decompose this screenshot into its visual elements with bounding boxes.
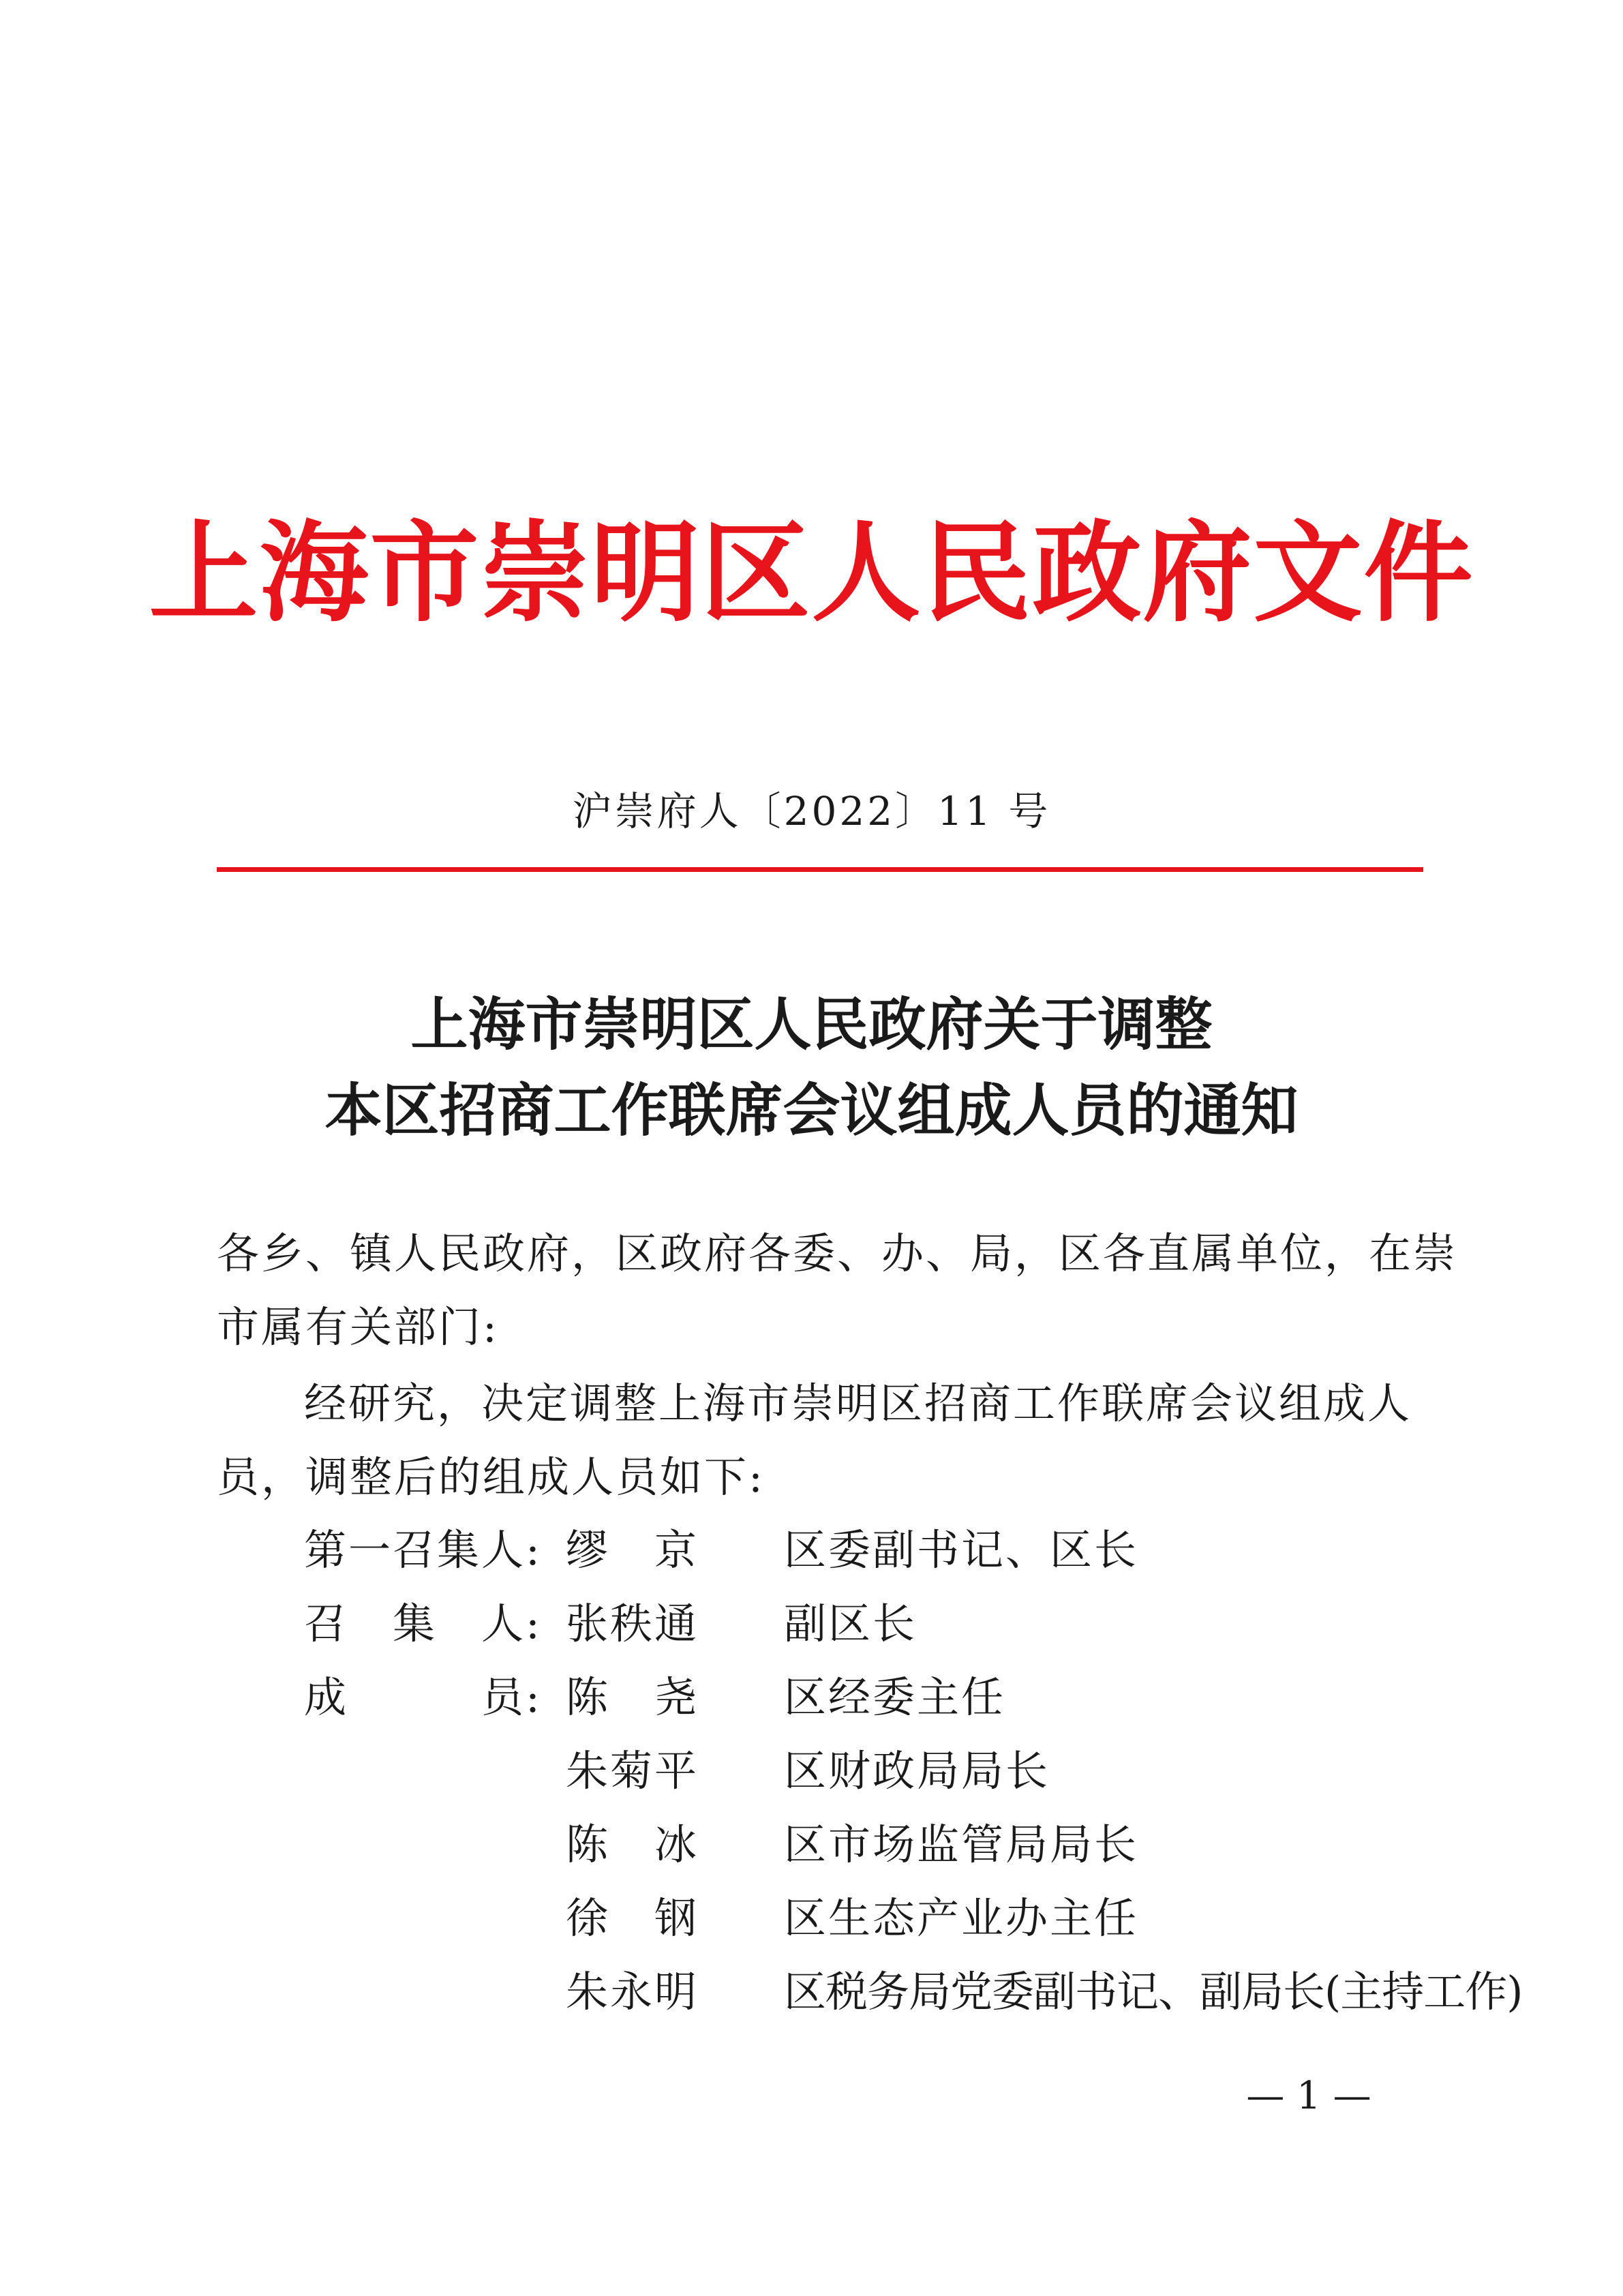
salutation-line-1: 各乡、镇人民政府，区政府各委、办、局，区各直属单位，在崇 bbox=[217, 1228, 1458, 1278]
member-name: 缪 京 bbox=[566, 1525, 699, 1575]
salutation bbox=[217, 1217, 1458, 1364]
page-number: — 1 — bbox=[1246, 2074, 1371, 2118]
member-row bbox=[304, 1955, 1523, 2029]
member-name: 朱菊平 bbox=[566, 1746, 699, 1796]
member-name: 张秩通 bbox=[566, 1599, 699, 1648]
member-role: 第一召集人: bbox=[304, 1525, 542, 1575]
body-paragraph-line-2: 员，调整后的组成人员如下: bbox=[217, 1452, 765, 1502]
member-row bbox=[304, 1587, 1463, 1661]
notice-title-line-2: 本区招商工作联席会议组成人员的通知 bbox=[324, 1076, 1299, 1144]
member-role: 成 员: bbox=[304, 1672, 542, 1722]
member-name: 徐 钢 bbox=[566, 1893, 699, 1943]
member-name: 陈 冰 bbox=[566, 1819, 699, 1869]
member-position: 区生态产业办主任 bbox=[784, 1893, 1139, 1943]
notice-title-line-1: 上海市崇明区人民政府关于调整 bbox=[410, 991, 1213, 1058]
member-position: 区财政局局长 bbox=[784, 1746, 1050, 1796]
red-divider-line bbox=[217, 867, 1423, 872]
member-list bbox=[304, 1513, 1523, 2029]
salutation-line-2: 市属有关部门: bbox=[217, 1302, 499, 1352]
member-row bbox=[304, 1734, 1463, 1808]
member-name: 陈 尧 bbox=[566, 1672, 699, 1722]
member-position: 区委副书记、区长 bbox=[784, 1525, 1139, 1575]
notice-title bbox=[0, 982, 1623, 1153]
document-number: 沪崇府人〔2022〕11 号 bbox=[572, 788, 1051, 834]
member-name: 朱永明 bbox=[566, 1967, 699, 2016]
member-row bbox=[304, 1513, 1463, 1587]
member-role: 召 集 人: bbox=[304, 1599, 542, 1648]
body-paragraph bbox=[217, 1367, 1423, 1514]
member-position: 区经委主任 bbox=[784, 1672, 1006, 1722]
member-position: 副区长 bbox=[784, 1599, 917, 1648]
member-position: 区税务局党委副书记、副局长(主持工作) bbox=[784, 1967, 1523, 2016]
masthead-title: 上海市崇明区人民政府文件 bbox=[149, 509, 1474, 637]
member-row bbox=[304, 1661, 1463, 1734]
member-row bbox=[304, 1882, 1463, 1955]
body-paragraph-line-1: 经研究，决定调整上海市崇明区招商工作联席会议组成人 bbox=[304, 1378, 1412, 1428]
member-row bbox=[304, 1808, 1463, 1882]
member-position: 区市场监管局局长 bbox=[784, 1819, 1139, 1869]
